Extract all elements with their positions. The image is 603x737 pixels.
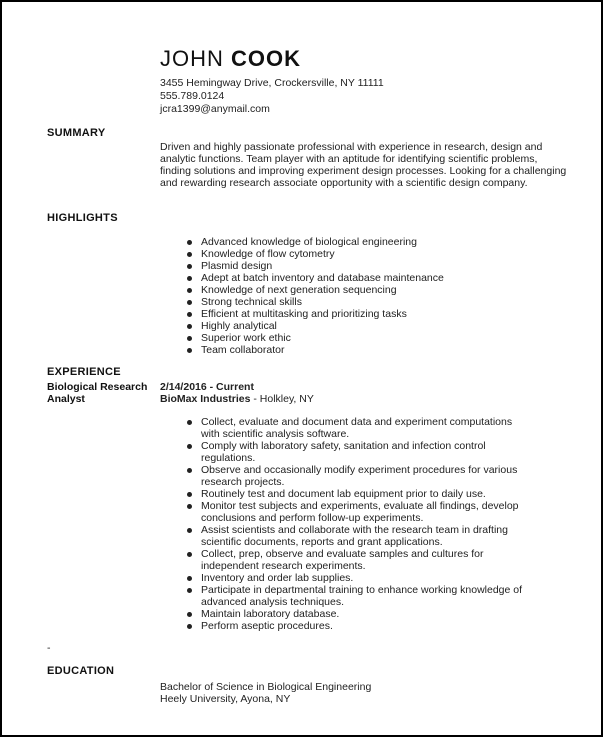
school: Heely University, Ayona, NY bbox=[160, 693, 291, 705]
company-name: BioMax Industries bbox=[160, 393, 251, 405]
list-item: Perform aseptic procedures. bbox=[187, 620, 532, 632]
duties-list bbox=[187, 416, 532, 632]
list-item: Comply with laboratory safety, sanitation and infection control regulations. bbox=[187, 440, 532, 464]
summary-heading: SUMMARY bbox=[47, 127, 106, 139]
degree: Bachelor of Science in Biological Engineering bbox=[160, 681, 372, 693]
list-item: Strong technical skills bbox=[187, 296, 444, 308]
job-dates: 2/14/2016 - Current bbox=[160, 381, 254, 393]
list-item: Advanced knowledge of biological engineering bbox=[187, 236, 444, 248]
list-item: Superior work ethic bbox=[187, 332, 444, 344]
candidate-name bbox=[160, 46, 301, 72]
list-item: Knowledge of next generation sequencing bbox=[187, 284, 444, 296]
list-item: Adept at batch inventory and database maintenance bbox=[187, 272, 444, 284]
list-item: Routinely test and document lab equipment prior to daily use. bbox=[187, 488, 532, 500]
list-item: Knowledge of flow cytometry bbox=[187, 248, 444, 260]
list-item: Assist scientists and collaborate with the research team in drafting scientific documents, reports and grant applications. bbox=[187, 524, 532, 548]
highlights-list bbox=[187, 236, 444, 356]
list-item: Monitor test subjects and experiments, evaluate all findings, develop conclusions and perform follow-up experiments. bbox=[187, 500, 532, 524]
list-item: Team collaborator bbox=[187, 344, 444, 356]
address: 3455 Hemingway Drive, Crockersville, NY 11111 bbox=[160, 77, 384, 89]
last-name: COOK bbox=[231, 46, 302, 71]
list-item: Plasmid design bbox=[187, 260, 444, 272]
summary-text: Driven and highly passionate professional with experience in research, design and analytic functions. Team player with an aptitude for identifying scientific problems, finding solutions and improving experiment design processes. Looking for a challenging and rewarding research associate opportunity with a scientific design company. bbox=[160, 141, 567, 189]
list-item: Highly analytical bbox=[187, 320, 444, 332]
contact-block bbox=[160, 77, 384, 116]
list-item: Collect, prep, observe and evaluate samples and cultures for independent research experiments. bbox=[187, 548, 532, 572]
job-employer bbox=[160, 393, 314, 405]
highlights-heading: HIGHLIGHTS bbox=[47, 212, 118, 224]
education-block bbox=[160, 681, 570, 705]
list-item: Maintain laboratory database. bbox=[187, 608, 532, 620]
list-item: Collect, evaluate and document data and experiment computations with scientific analysis software. bbox=[187, 416, 532, 440]
list-item: Observe and occasionally modify experiment procedures for various research projects. bbox=[187, 464, 532, 488]
list-item: Participate in departmental training to enhance working knowledge of advanced analysis techniques. bbox=[187, 584, 532, 608]
phone: 555.789.0124 bbox=[160, 90, 225, 102]
first-name: JOHN bbox=[160, 46, 224, 71]
section-dash: - bbox=[47, 642, 51, 654]
education-heading: EDUCATION bbox=[47, 665, 115, 677]
job-meta bbox=[160, 381, 314, 405]
company-location: - Holkley, NY bbox=[250, 393, 314, 405]
list-item: Efficient at multitasking and prioritizing tasks bbox=[187, 308, 444, 320]
job-title: Biological Research Analyst bbox=[47, 381, 148, 405]
experience-heading: EXPERIENCE bbox=[47, 366, 121, 378]
email: jcra1399@anymail.com bbox=[160, 103, 270, 115]
list-item: Inventory and order lab supplies. bbox=[187, 572, 532, 584]
